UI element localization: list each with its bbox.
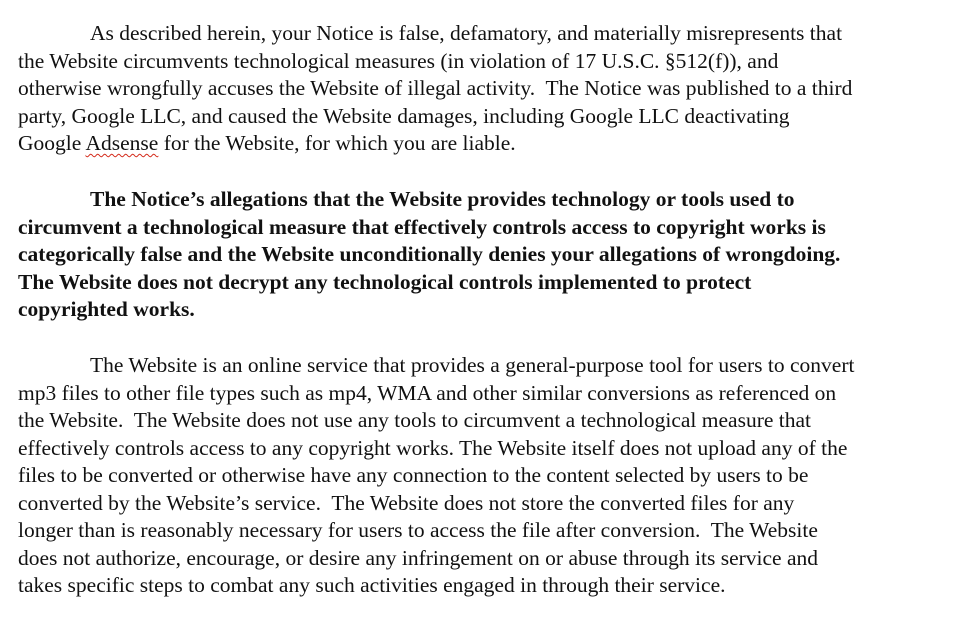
paragraph-line	[18, 130, 966, 158]
paragraph-notice-false	[18, 20, 966, 158]
paragraph-line: longer than is reasonably necessary for users to access the file after conversion. The Website	[18, 518, 818, 542]
paragraph-line: The Notice’s allegations that the Website provides technology or tools used to	[90, 187, 795, 211]
paragraph-line: copyrighted works.	[18, 297, 195, 321]
spellcheck-flagged-word[interactable]: Adsense	[85, 131, 159, 155]
paragraph-website-description	[18, 352, 966, 600]
paragraph-line: takes specific steps to combat any such activities engaged in through their service.	[18, 573, 726, 597]
paragraph-line: effectively controls access to any copyright works. The Website itself does not upload any of the	[18, 435, 848, 460]
paragraph-line: does not authorize, encourage, or desire any infringement on or abuse through its service and	[18, 545, 819, 570]
paragraph-line: circumvent a technological measure that effectively controls access to copyright works is	[18, 214, 826, 239]
paragraph-line: otherwise wrongfully accuses the Website of illegal activity. The Notice was published to a third	[18, 76, 853, 100]
paragraph-allegations-denial	[18, 186, 966, 324]
paragraph-line: The Website does not decrypt any technological controls implemented to protect	[18, 269, 752, 294]
paragraph-line: categorically false and the Website unconditionally denies your allegations of wrongdoing.	[18, 242, 841, 266]
text-run: Google	[18, 131, 86, 155]
paragraph-line: party, Google LLC, and caused the Website damages, including Google LLC deactivating	[18, 103, 790, 128]
paragraph-line: the Website. The Website does not use any tools to circumvent a technological measure that	[18, 408, 812, 432]
paragraph-line: mp3 files to other file types such as mp4, WMA and other similar conversions as referenced on	[18, 380, 837, 405]
paragraph-line: As described herein, your Notice is false, defamatory, and materially misrepresents that	[90, 21, 843, 45]
paragraph-line: the Website circumvents technological measures (in violation of 17 U.S.C. §512(f)), and	[18, 48, 779, 73]
text-run: for the Website, for which you are liable.	[158, 131, 516, 155]
paragraph-line: The Website is an online service that provides a general-purpose tool for users to convert	[90, 353, 855, 377]
paragraph-line: files to be converted or otherwise have any connection to the content selected by users to be	[18, 463, 809, 487]
paragraph-line: converted by the Website’s service. The Website does not store the converted files for any	[18, 490, 795, 515]
